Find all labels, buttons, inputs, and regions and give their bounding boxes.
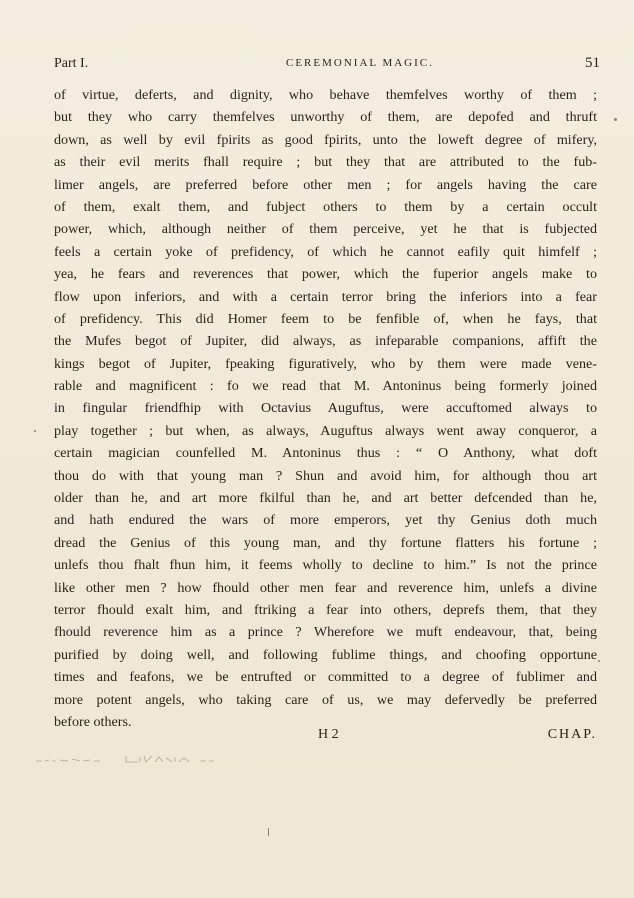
text-line: dread the Genius of this young man, and thy fortune flatters his fortune ; [54, 534, 597, 551]
text-line: limer angels, are preferred before other men ; for angels having the care [54, 176, 597, 193]
text-line: unlefs thou fhalt fhun him, it feems wholly to decline to him.” Is not the prince [54, 557, 597, 574]
text-line: power, which, although neither of them perceive, yet he that is fubjected [54, 221, 597, 238]
text-line: of them, exalt them, and fubject others to them by a certain occult [54, 198, 597, 215]
text-line: but they who carry themfelves unworthy of them, are depofed and thruft [54, 109, 597, 126]
paper-speck [268, 828, 269, 836]
text-line: kings begot of Jupiter, fpeaking figuratively, who by them were made vene- [54, 355, 597, 372]
text-line: flow upon inferiors, and with a certain terror bring the inferiors into a fear [54, 288, 597, 305]
catchword: CHAP. [547, 727, 597, 742]
page-footer [54, 727, 597, 747]
paper-speck [598, 660, 600, 662]
paper-speck [34, 430, 36, 432]
text-line: fhould reverence him as a prince ? Wherefore we muft endeavour, that, being [54, 624, 597, 641]
text-line: play together ; but when, as always, Auguftus always went away conqueror, a [54, 422, 597, 439]
text-line: of virtue, deferts, and dignity, who behave themfelves worthy of them ; [54, 87, 597, 103]
text-line: the Mufes begot of Jupiter, did always, as infeparable companions, affift the [54, 333, 597, 350]
text-line: feels a certain yoke of prefidency, of which he cannot eafily quit himfelf ; [54, 243, 597, 260]
text-line: as their evil merits fhall require ; but they that are attributed to the fub- [54, 154, 597, 171]
text-line: yea, he fears and reverences that power, which the fuperior angels make to [54, 266, 597, 283]
signature-mark: H 2 [318, 727, 339, 742]
text-line: and hath endured the wars of more emperors, yet thy Genius doth much [54, 512, 597, 529]
running-title: CEREMONIAL MAGIC. [286, 57, 434, 69]
faded-stamp-mark [34, 752, 234, 766]
text-line: rable and magnificent : fo we read that M. Antoninus being formerly joined [54, 378, 597, 395]
text-line: times and feafons, we be entrufted or committed to a degree of fublimer and [54, 669, 597, 686]
text-line: down, as well by evil fpirits as good fpirits, unto the loweft degree of mifery, [54, 131, 597, 148]
running-head [54, 56, 600, 76]
text-line: before others. [54, 713, 132, 730]
text-line: certain magician counfelled M. Antoninus thus : “ O Anthony, what doft [54, 445, 597, 462]
text-line: older than he, and art more fkilful than he, and art better defcended than he, [54, 490, 597, 507]
page-number: 51 [585, 55, 600, 71]
paper-speck [614, 118, 617, 121]
text-line: thou do with that young man ? Shun and avoid him, for although thou art [54, 467, 597, 484]
text-line: like other men ? how fhould other men fear and reverence him, unlefs a divine [54, 579, 597, 596]
text-line: in fingular friendfhip with Octavius Auguftus, were accuftomed always to [54, 400, 597, 417]
part-label: Part I. [54, 56, 89, 71]
text-line: more potent angels, who taking care of us, we may defervedly be preferred [54, 691, 597, 708]
body-text [54, 84, 597, 733]
text-line: purified by doing well, and following fublime things, and choofing opportune [54, 646, 597, 663]
text-line: terror fhould exalt him, and ftriking a fear into others, deprefs them, that they [54, 601, 597, 618]
text-line: of prefidency. This did Homer feem to be fenfible of, when he fays, that [54, 310, 597, 327]
